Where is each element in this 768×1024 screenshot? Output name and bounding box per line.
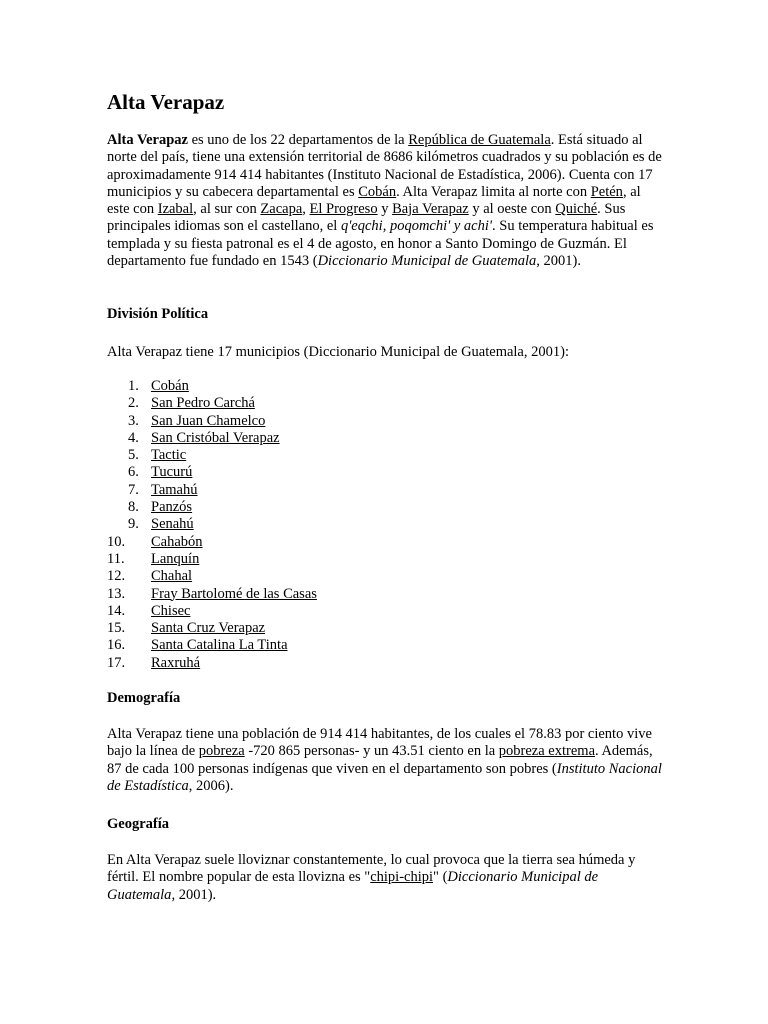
link-republica-guatemala[interactable]: República de Guatemala: [408, 132, 551, 148]
municipio-link[interactable]: San Pedro Carchá: [151, 395, 255, 412]
link-zacapa[interactable]: Zacapa: [260, 201, 303, 218]
municipio-link[interactable]: Tamahú: [151, 481, 198, 498]
text: -720 865 personas- y un 43.51 ciento en la: [244, 743, 499, 760]
italic-text: q'eqchi, poqomchi' y achi': [340, 218, 492, 235]
municipio-link[interactable]: San Cristóbal Verapaz: [151, 429, 280, 446]
demografia-paragraph: [107, 726, 662, 795]
municipio-link[interactable]: Tucurú: [151, 464, 193, 481]
text: , 2001).: [536, 253, 581, 270]
list-item: [107, 413, 662, 430]
municipio-link[interactable]: Tactic: [151, 447, 187, 464]
division-text: Alta Verapaz tiene 17 municipios (Diccionario Municipal de Guatemala, 2001):: [107, 344, 569, 360]
text: En Alta Verapaz suele lloviznar constantemente, lo cual provoca que la tierra sea húmeda y fértil. El nombre popular de esta llovizna es ": [107, 852, 636, 886]
list-number: 15.: [107, 620, 126, 637]
italic-text: Diccionario Municipal de Guatemala: [317, 253, 537, 270]
list-item: [107, 620, 662, 637]
municipio-link[interactable]: Santa Catalina La Tinta: [151, 637, 288, 654]
list-item: [107, 586, 662, 603]
intro-paragraph: [107, 132, 662, 270]
list-item: [107, 551, 662, 568]
list-item: [107, 482, 662, 499]
text: . Sus principales idiomas son el castellano, el: [107, 201, 626, 235]
geografia-paragraph: [107, 852, 662, 904]
municipio-link[interactable]: Senahú: [151, 516, 194, 533]
list-item: [107, 516, 662, 533]
list-item: [107, 430, 662, 447]
link-el-progreso[interactable]: El Progreso: [309, 201, 378, 218]
list-number: 11.: [107, 550, 125, 567]
municipio-link[interactable]: Cahabón: [151, 533, 203, 550]
list-item: [107, 603, 662, 620]
text: y al oeste con: [468, 201, 556, 218]
list-item: [107, 464, 662, 481]
text: es uno de los 22 departamentos de la: [187, 132, 409, 148]
text: " (: [433, 869, 448, 886]
link-coban[interactable]: Cobán: [358, 183, 397, 200]
text: ,: [302, 201, 310, 218]
link-pobreza-extrema[interactable]: pobreza extrema: [498, 743, 596, 760]
list-item: [107, 534, 662, 551]
municipio-link[interactable]: Santa Cruz Verapaz: [151, 620, 266, 637]
intro-bold: Alta Verapaz: [107, 132, 188, 148]
list-number: 9.: [128, 516, 139, 533]
municipio-link[interactable]: Raxruhá: [151, 654, 201, 671]
geografia-heading: Geografía: [107, 816, 170, 832]
link-izabal[interactable]: Izabal: [157, 201, 194, 218]
list-number: 7.: [128, 481, 139, 498]
link-baja-verapaz[interactable]: Baja Verapaz: [392, 201, 469, 218]
municipio-link[interactable]: Panzós: [151, 499, 193, 516]
text: , 2006).: [188, 777, 234, 794]
text: . Está situado al norte del país, tiene una extensión territorial de 8686 kilómetros cuadrados y su población es de aproximadamente 914 414 habitantes (Instituto Nacional de Estadística, 2006). Cuenta con 17 municipios y su cabecera departamental es: [107, 132, 662, 200]
demografia-heading: Demografía: [107, 690, 181, 706]
list-number: 8.: [128, 499, 139, 516]
italic-text: Instituto Nacional de Estadística: [107, 760, 662, 794]
list-number: 1.: [128, 378, 139, 394]
text: y: [377, 201, 393, 218]
municipio-link[interactable]: Lanquín: [151, 550, 200, 567]
list-number: 5.: [128, 447, 139, 464]
municipio-link[interactable]: Chahal: [151, 568, 193, 585]
text: . Además, 87 de cada 100 personas indígenas que viven en el departamento son pobres (: [107, 743, 653, 777]
text: , al sur con: [193, 201, 261, 218]
list-number: 12.: [107, 568, 126, 585]
municipio-link[interactable]: Cobán: [151, 378, 189, 394]
list-item: [107, 655, 662, 672]
list-number: 14.: [107, 602, 126, 619]
list-number: 3.: [128, 412, 139, 429]
list-number: 13.: [107, 585, 126, 602]
text: Alta Verapaz tiene una población de 914 414 habitantes, de los cuales el 78.83 por ciento vive bajo la línea de: [107, 726, 652, 760]
text: . Alta Verapaz limita al norte con: [396, 183, 591, 200]
list-item: [107, 378, 662, 395]
list-item: [107, 637, 662, 654]
page-title: Alta Verapaz: [107, 90, 225, 114]
list-number: 16.: [107, 637, 126, 654]
list-number: 2.: [128, 395, 139, 412]
list-item: [107, 447, 662, 464]
municipio-link[interactable]: Fray Bartolomé de las Casas: [151, 585, 317, 602]
link-quiche[interactable]: Quiché: [555, 201, 598, 218]
link-peten[interactable]: Petén: [590, 183, 623, 200]
division-heading: División Política: [107, 306, 209, 322]
link-chipi-chipi[interactable]: chipi-chipi: [370, 869, 434, 886]
list-number: 10.: [107, 533, 126, 550]
list-number: 6.: [128, 464, 139, 481]
italic-text: Diccionario Municipal de Guatemala: [107, 869, 599, 903]
article: [107, 88, 662, 903]
text: , 2001).: [171, 886, 217, 903]
list-item: [107, 568, 662, 585]
list-number: 17.: [107, 654, 126, 671]
municipio-link[interactable]: San Juan Chamelco: [151, 412, 266, 429]
list-number: 4.: [128, 429, 139, 446]
text: , al este con: [107, 183, 641, 218]
municipio-link[interactable]: Chisec: [151, 602, 191, 619]
list-item: [107, 395, 662, 412]
link-pobreza[interactable]: pobreza: [198, 743, 245, 760]
text: . Su temperatura habitual es templada y su fiesta patronal es el 4 de agosto, en honor a Santo Domingo de Guzmán. El departamento fue fundado en 1543 (: [107, 218, 654, 270]
list-item: [107, 499, 662, 516]
municipios-list: [107, 378, 662, 672]
